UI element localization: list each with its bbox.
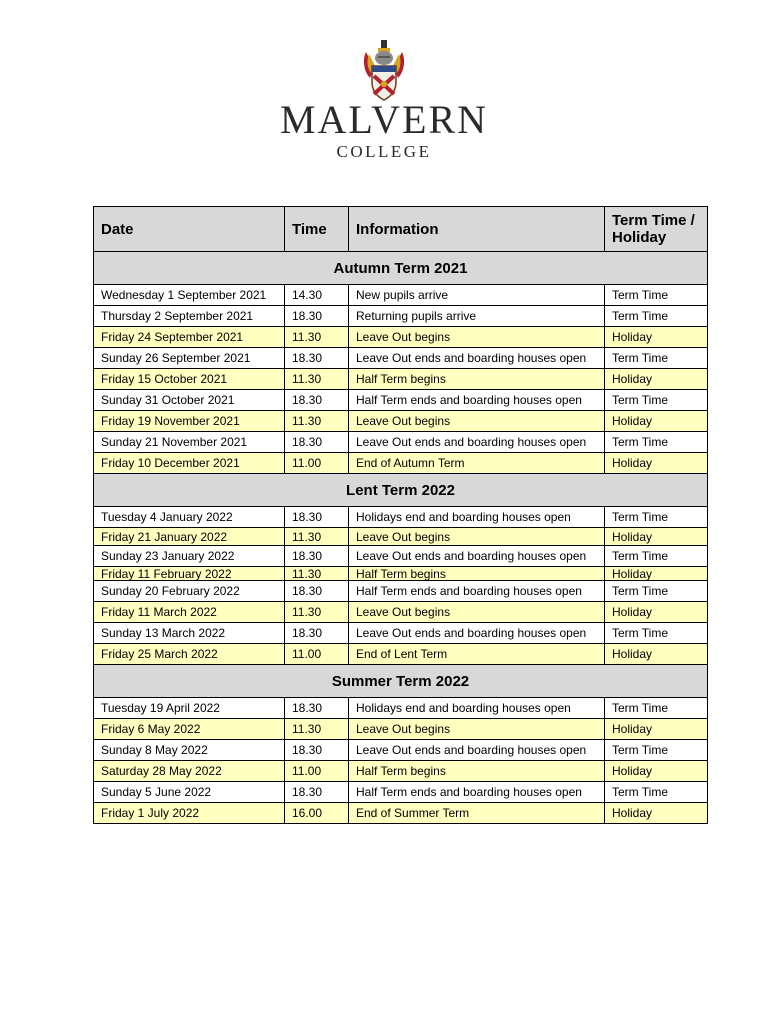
- cell-info: Half Term ends and boarding houses open: [349, 390, 605, 411]
- cell-type: Term Time: [605, 390, 708, 411]
- cell-date: Wednesday 1 September 2021: [94, 285, 285, 306]
- cell-time: 11.30: [285, 528, 349, 546]
- section-title: Autumn Term 2021: [94, 252, 708, 285]
- cell-date: Friday 1 July 2022: [94, 803, 285, 824]
- cell-info: Half Term ends and boarding houses open: [349, 782, 605, 803]
- table-header-row: [94, 207, 708, 252]
- table-row: [94, 567, 708, 581]
- cell-time: 18.30: [285, 348, 349, 369]
- cell-info: Half Term begins: [349, 369, 605, 390]
- term-dates-table: [93, 206, 708, 824]
- cell-time: 11.30: [285, 719, 349, 740]
- cell-info: Leave Out ends and boarding houses open: [349, 546, 605, 567]
- cell-time: 11.00: [285, 761, 349, 782]
- col-header-information: Information: [349, 207, 605, 252]
- cell-type: Term Time: [605, 581, 708, 602]
- cell-time: 14.30: [285, 285, 349, 306]
- cell-info: Leave Out begins: [349, 327, 605, 348]
- table-row: [94, 546, 708, 567]
- table-row: [94, 432, 708, 453]
- cell-time: 18.30: [285, 546, 349, 567]
- cell-date: Tuesday 19 April 2022: [94, 698, 285, 719]
- cell-date: Sunday 20 February 2022: [94, 581, 285, 602]
- cell-info: End of Lent Term: [349, 644, 605, 665]
- table-row: [94, 453, 708, 474]
- cell-type: Term Time: [605, 623, 708, 644]
- table-row: [94, 581, 708, 602]
- cell-type: Term Time: [605, 782, 708, 803]
- cell-time: 11.00: [285, 644, 349, 665]
- table-row: [94, 740, 708, 761]
- cell-date: Friday 10 December 2021: [94, 453, 285, 474]
- cell-info: Half Term ends and boarding houses open: [349, 581, 605, 602]
- cell-info: Leave Out begins: [349, 411, 605, 432]
- col-header-time: Time: [285, 207, 349, 252]
- cell-info: Half Term begins: [349, 761, 605, 782]
- cell-date: Friday 24 September 2021: [94, 327, 285, 348]
- table-row: [94, 644, 708, 665]
- cell-info: Leave Out begins: [349, 602, 605, 623]
- cell-info: Leave Out ends and boarding houses open: [349, 348, 605, 369]
- cell-date: Sunday 8 May 2022: [94, 740, 285, 761]
- cell-date: Friday 11 March 2022: [94, 602, 285, 623]
- col-header-term-holiday: Term Time / Holiday: [605, 207, 708, 252]
- cell-date: Sunday 23 January 2022: [94, 546, 285, 567]
- table-row: [94, 761, 708, 782]
- table-row: [94, 348, 708, 369]
- cell-date: Friday 15 October 2021: [94, 369, 285, 390]
- table-row: [94, 369, 708, 390]
- cell-date: Tuesday 4 January 2022: [94, 507, 285, 528]
- cell-date: Friday 11 February 2022: [94, 567, 285, 581]
- cell-info: End of Summer Term: [349, 803, 605, 824]
- col-header-date: Date: [94, 207, 285, 252]
- section-header-row: [94, 474, 708, 507]
- cell-type: Term Time: [605, 740, 708, 761]
- cell-date: Friday 6 May 2022: [94, 719, 285, 740]
- cell-time: 11.30: [285, 369, 349, 390]
- cell-type: Holiday: [605, 369, 708, 390]
- cell-time: 18.30: [285, 581, 349, 602]
- cell-date: Saturday 28 May 2022: [94, 761, 285, 782]
- table-row: [94, 507, 708, 528]
- cell-info: Half Term begins: [349, 567, 605, 581]
- cell-info: New pupils arrive: [349, 285, 605, 306]
- cell-time: 18.30: [285, 306, 349, 327]
- cell-type: Holiday: [605, 411, 708, 432]
- section-header-row: [94, 252, 708, 285]
- cell-type: Holiday: [605, 453, 708, 474]
- cell-type: Term Time: [605, 285, 708, 306]
- cell-time: 18.30: [285, 782, 349, 803]
- cell-type: Holiday: [605, 602, 708, 623]
- cell-info: Leave Out begins: [349, 528, 605, 546]
- table-row: [94, 782, 708, 803]
- cell-type: Term Time: [605, 546, 708, 567]
- college-logo-name: MALVERN: [279, 97, 489, 142]
- table-row: [94, 306, 708, 327]
- cell-time: 11.30: [285, 411, 349, 432]
- cell-type: Holiday: [605, 327, 708, 348]
- section-header-row: [94, 665, 708, 698]
- table-row: [94, 719, 708, 740]
- college-crest-icon: [360, 38, 408, 104]
- table-row: [94, 390, 708, 411]
- college-logo-subtitle: COLLEGE: [336, 142, 432, 161]
- cell-type: Holiday: [605, 719, 708, 740]
- cell-type: Term Time: [605, 306, 708, 327]
- cell-time: 16.00: [285, 803, 349, 824]
- cell-info: Leave Out begins: [349, 719, 605, 740]
- cell-info: Holidays end and boarding houses open: [349, 698, 605, 719]
- cell-type: Holiday: [605, 761, 708, 782]
- table-row: [94, 411, 708, 432]
- cell-date: Thursday 2 September 2021: [94, 306, 285, 327]
- cell-date: Sunday 5 June 2022: [94, 782, 285, 803]
- cell-info: Leave Out ends and boarding houses open: [349, 432, 605, 453]
- cell-type: Term Time: [605, 698, 708, 719]
- cell-time: 11.30: [285, 602, 349, 623]
- section-title: Lent Term 2022: [94, 474, 708, 507]
- cell-time: 18.30: [285, 390, 349, 411]
- section-title: Summer Term 2022: [94, 665, 708, 698]
- cell-date: Friday 21 January 2022: [94, 528, 285, 546]
- table-row: [94, 698, 708, 719]
- cell-info: Holidays end and boarding houses open: [349, 507, 605, 528]
- table-row: [94, 327, 708, 348]
- table-row: [94, 285, 708, 306]
- table-row: [94, 803, 708, 824]
- cell-type: Holiday: [605, 644, 708, 665]
- cell-time: 11.00: [285, 453, 349, 474]
- cell-type: Holiday: [605, 528, 708, 546]
- cell-date: Sunday 13 March 2022: [94, 623, 285, 644]
- table-row: [94, 528, 708, 546]
- cell-info: Returning pupils arrive: [349, 306, 605, 327]
- cell-type: Holiday: [605, 803, 708, 824]
- cell-type: Term Time: [605, 348, 708, 369]
- cell-time: 18.30: [285, 698, 349, 719]
- cell-info: Leave Out ends and boarding houses open: [349, 623, 605, 644]
- cell-info: End of Autumn Term: [349, 453, 605, 474]
- cell-time: 11.30: [285, 567, 349, 581]
- cell-time: 18.30: [285, 432, 349, 453]
- cell-date: Friday 25 March 2022: [94, 644, 285, 665]
- cell-time: 11.30: [285, 327, 349, 348]
- cell-type: Term Time: [605, 507, 708, 528]
- cell-time: 18.30: [285, 507, 349, 528]
- cell-info: Leave Out ends and boarding houses open: [349, 740, 605, 761]
- cell-time: 18.30: [285, 740, 349, 761]
- cell-date: Sunday 31 October 2021: [94, 390, 285, 411]
- table-row: [94, 602, 708, 623]
- table-row: [94, 623, 708, 644]
- cell-date: Sunday 21 November 2021: [94, 432, 285, 453]
- cell-date: Friday 19 November 2021: [94, 411, 285, 432]
- cell-type: Term Time: [605, 432, 708, 453]
- cell-date: Sunday 26 September 2021: [94, 348, 285, 369]
- cell-time: 18.30: [285, 623, 349, 644]
- cell-type: Holiday: [605, 567, 708, 581]
